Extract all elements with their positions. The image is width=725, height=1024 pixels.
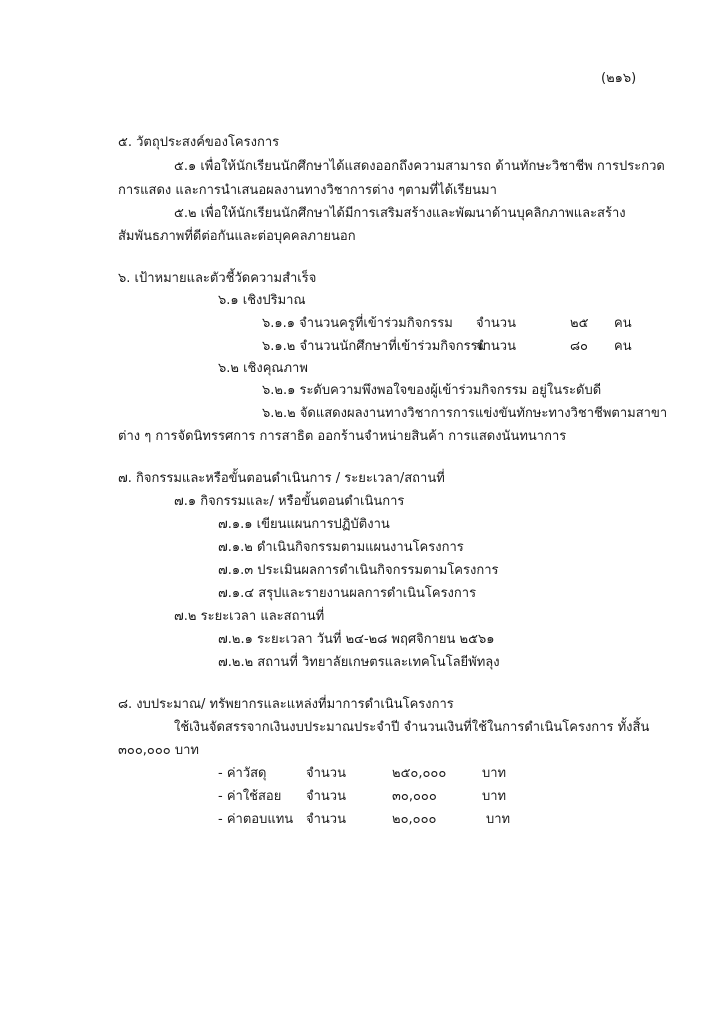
qual-item-1: ๖.๒.๑ ระดับความพึงพอใจของผู้เข้าร่วมกิจกรรม อยู่ในระดับดี — [262, 383, 602, 398]
budget-item-unit: บาท — [482, 789, 507, 804]
activity-item: ๗.๑.๓ ประเมินผลการดำเนินกิจกรรมตามโครงการ — [218, 563, 499, 578]
activities-heading: ๗.๑ กิจกรรมและ/ หรือขั้นตอนดำเนินการ — [174, 494, 405, 509]
schedule-heading: ๗.๒ ระยะเวลา และสถานที่ — [174, 609, 325, 624]
section-6-heading: ๖. เป้าหมายและตัวชี้วัดความสำเร็จ — [118, 271, 317, 286]
budget-item-amount-label: จำนวน — [306, 812, 346, 827]
objective-2-line-2: สัมพันธภาพที่ดีต่อกันและต่อบุคคลภายนอก — [118, 229, 356, 244]
quant-item-value: ๘๐ — [570, 339, 588, 354]
qualitative-heading: ๖.๒ เชิงคุณภาพ — [218, 361, 308, 376]
page-number: (๒๑๖) — [601, 71, 637, 86]
schedule-item: ๗.๒.๑ ระยะเวลา วันที่ ๒๔-๒๘ พฤศจิกายน ๒๕๖๑ — [218, 632, 495, 647]
activity-item: ๗.๑.๑ เขียนแผนการปฏิบัติงาน — [218, 517, 390, 532]
budget-intro-line-1: ใช้เงินจัดสรรจากเงินงบประมาณประจำปี จำนวนเงินที่ใช้ในการดำเนินโครงการ ทั้งสิ้น — [174, 720, 650, 735]
budget-item-label: - ค่าใช้สอย — [218, 789, 282, 804]
section-8-heading: ๘. งบประมาณ/ ทรัพยากรและแหล่งที่มาการดำเนินโครงการ — [118, 697, 454, 712]
budget-item-value: ๒๐,๐๐๐ — [392, 812, 437, 827]
budget-item-unit: บาท — [482, 766, 507, 781]
qual-item-2-line-1: ๖.๒.๒ จัดแสดงผลงานทางวิชาการการแข่งขันทักษะทางวิชาชีพตามสาขา — [262, 406, 668, 421]
activity-item: ๗.๑.๔ สรุปและรายงานผลการดำเนินโครงการ — [218, 586, 477, 601]
budget-item-unit: บาท — [486, 812, 511, 827]
objective-1-line-1: ๕.๑ เพื่อให้นักเรียนนักศึกษาได้แสดงออกถึงความสามารถ ด้านทักษะวิชาชีพ การประกวด — [174, 159, 665, 174]
budget-item-value: ๓๐,๐๐๐ — [392, 789, 437, 804]
quant-item-unit: คน — [614, 339, 632, 354]
qual-item-2-line-2: ต่าง ๆ การจัดนิทรรศการ การสาธิต ออกร้านจำหน่ายสินค้า การแสดงนันทนาการ — [118, 429, 567, 444]
budget-item-label: - ค่าวัสดุ — [218, 766, 267, 781]
quant-item-unit: คน — [614, 316, 632, 331]
quantitative-heading: ๖.๑ เชิงปริมาณ — [218, 293, 306, 308]
budget-item-amount-label: จำนวน — [306, 766, 346, 781]
objective-1-line-2: การแสดง และการนำเสนอผลงานทางวิชาการต่าง ๆตามที่ได้เรียนมา — [118, 183, 497, 198]
activity-item: ๗.๑.๒ ดำเนินกิจกรรมตามแผนงานโครงการ — [218, 540, 464, 555]
objective-2-line-1: ๕.๒ เพื่อให้นักเรียนนักศึกษาได้มีการเสริมสร้างและพัฒนาด้านบุคลิกภาพและสร้าง — [174, 206, 626, 221]
section-7-heading: ๗. กิจกรรมและหรือขั้นตอนดำเนินการ / ระยะเวลา/สถานที่ — [118, 471, 445, 486]
quant-item-label: ๖.๑.๑ จำนวนครูที่เข้าร่วมกิจกรรม — [262, 316, 453, 331]
quant-item-value: ๒๕ — [570, 316, 589, 331]
quant-item-label: ๖.๑.๒ จำนวนนักศึกษาที่เข้าร่วมกิจกรรม — [262, 339, 487, 354]
section-5-heading: ๕. วัตถุประสงค์ของโครงการ — [118, 135, 280, 150]
quant-item-amount-label: จำนวน — [476, 316, 516, 331]
schedule-item: ๗.๒.๒ สถานที่ วิทยาลัยเกษตรและเทคโนโลยีพัทลุง — [218, 655, 500, 670]
budget-intro-line-2: ๓๐๐,๐๐๐ บาท — [118, 743, 199, 758]
budget-item-value: ๒๕๐,๐๐๐ — [392, 766, 447, 781]
budget-item-amount-label: จำนวน — [306, 789, 346, 804]
budget-item-label: - ค่าตอบแทน — [218, 812, 294, 827]
quant-item-amount-label: จำนวน — [476, 339, 516, 354]
